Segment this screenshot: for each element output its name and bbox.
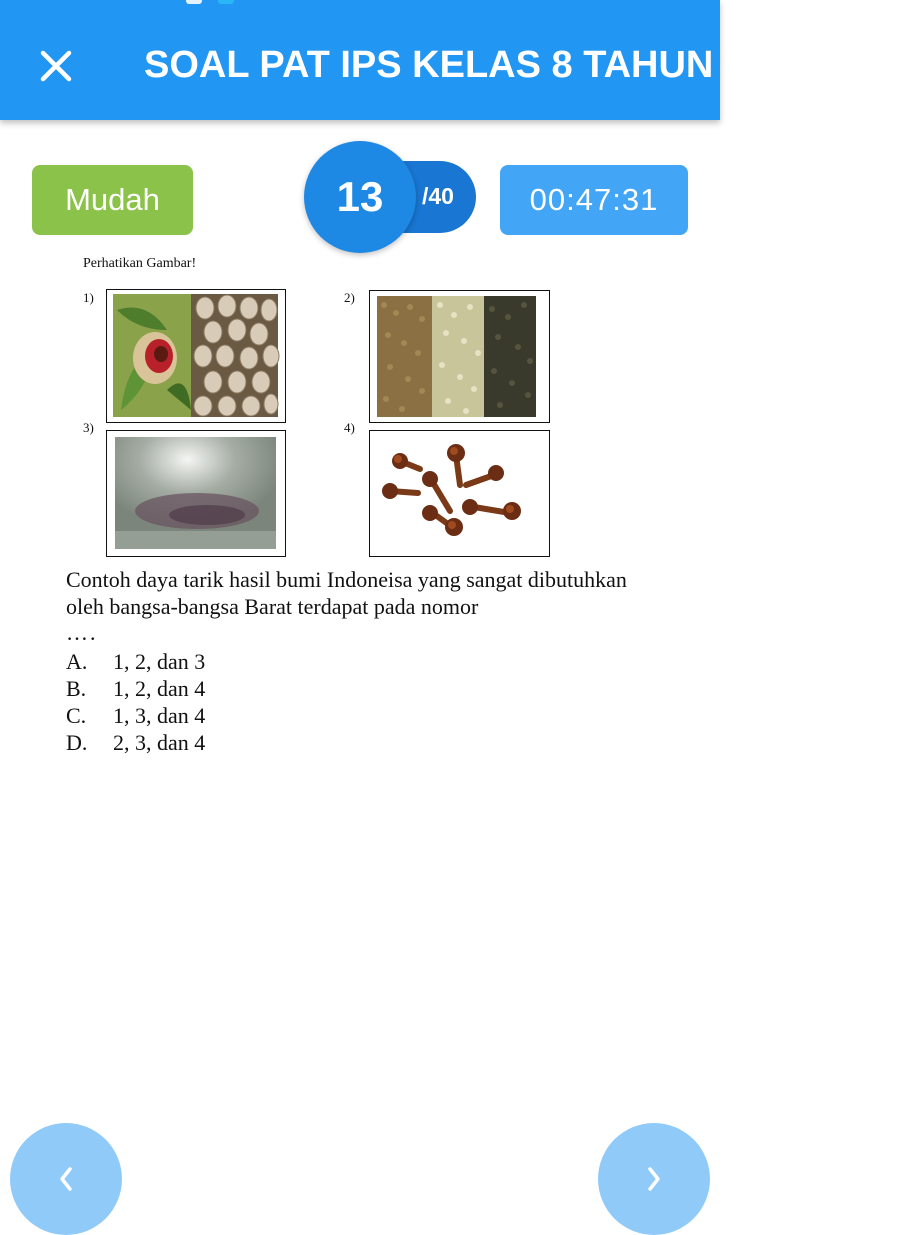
image-label-4: 4) xyxy=(344,420,355,435)
image-label-2: 2) xyxy=(344,290,355,305)
answer-options xyxy=(66,648,205,756)
close-button[interactable] xyxy=(28,38,84,94)
image-label-3: 3) xyxy=(83,420,94,435)
cloves-image xyxy=(369,430,550,557)
status-indicator xyxy=(186,0,246,4)
difficulty-badge: Mudah xyxy=(32,165,193,235)
option-letter: B. xyxy=(66,676,87,701)
pepper-image xyxy=(369,290,550,423)
question-text: Contoh daya tarik hasil bumi Indoneisa yang sangat dibutuhkan oleh bangsa-bangsa Barat terdapat pada nomor xyxy=(66,567,627,619)
total-questions: /40 xyxy=(422,183,454,209)
app-bar xyxy=(0,0,904,120)
option-text: 1, 3, dan 4 xyxy=(113,703,206,728)
next-question-button[interactable] xyxy=(598,1123,710,1235)
option-text: 1, 2, dan 4 xyxy=(113,676,206,701)
page-title: SOAL PAT IPS KELAS 8 TAHUN 2020/2021 xyxy=(144,44,904,86)
option-a[interactable] xyxy=(66,648,205,675)
option-b[interactable] xyxy=(66,675,205,702)
question-ellipsis: …. xyxy=(66,620,98,645)
option-c[interactable] xyxy=(66,702,205,729)
previous-question-button[interactable] xyxy=(10,1123,122,1235)
image-label-1: 1) xyxy=(83,290,94,305)
sea-floor-image xyxy=(106,430,286,557)
option-text: 2, 3, dan 4 xyxy=(113,730,206,755)
option-d[interactable] xyxy=(66,729,205,756)
question-instruction: Perhatikan Gambar! xyxy=(83,256,197,271)
current-question-number[interactable]: 13 xyxy=(304,141,416,253)
timer: 00:47:31 xyxy=(500,165,688,235)
option-text: 1, 2, dan 3 xyxy=(113,649,206,674)
option-letter: D. xyxy=(66,730,88,755)
close-icon xyxy=(40,50,72,82)
chevron-left-icon xyxy=(56,1165,76,1193)
chevron-right-icon xyxy=(644,1165,664,1193)
nutmeg-image xyxy=(106,289,286,423)
option-letter: C. xyxy=(66,703,87,728)
option-letter: A. xyxy=(66,649,88,674)
